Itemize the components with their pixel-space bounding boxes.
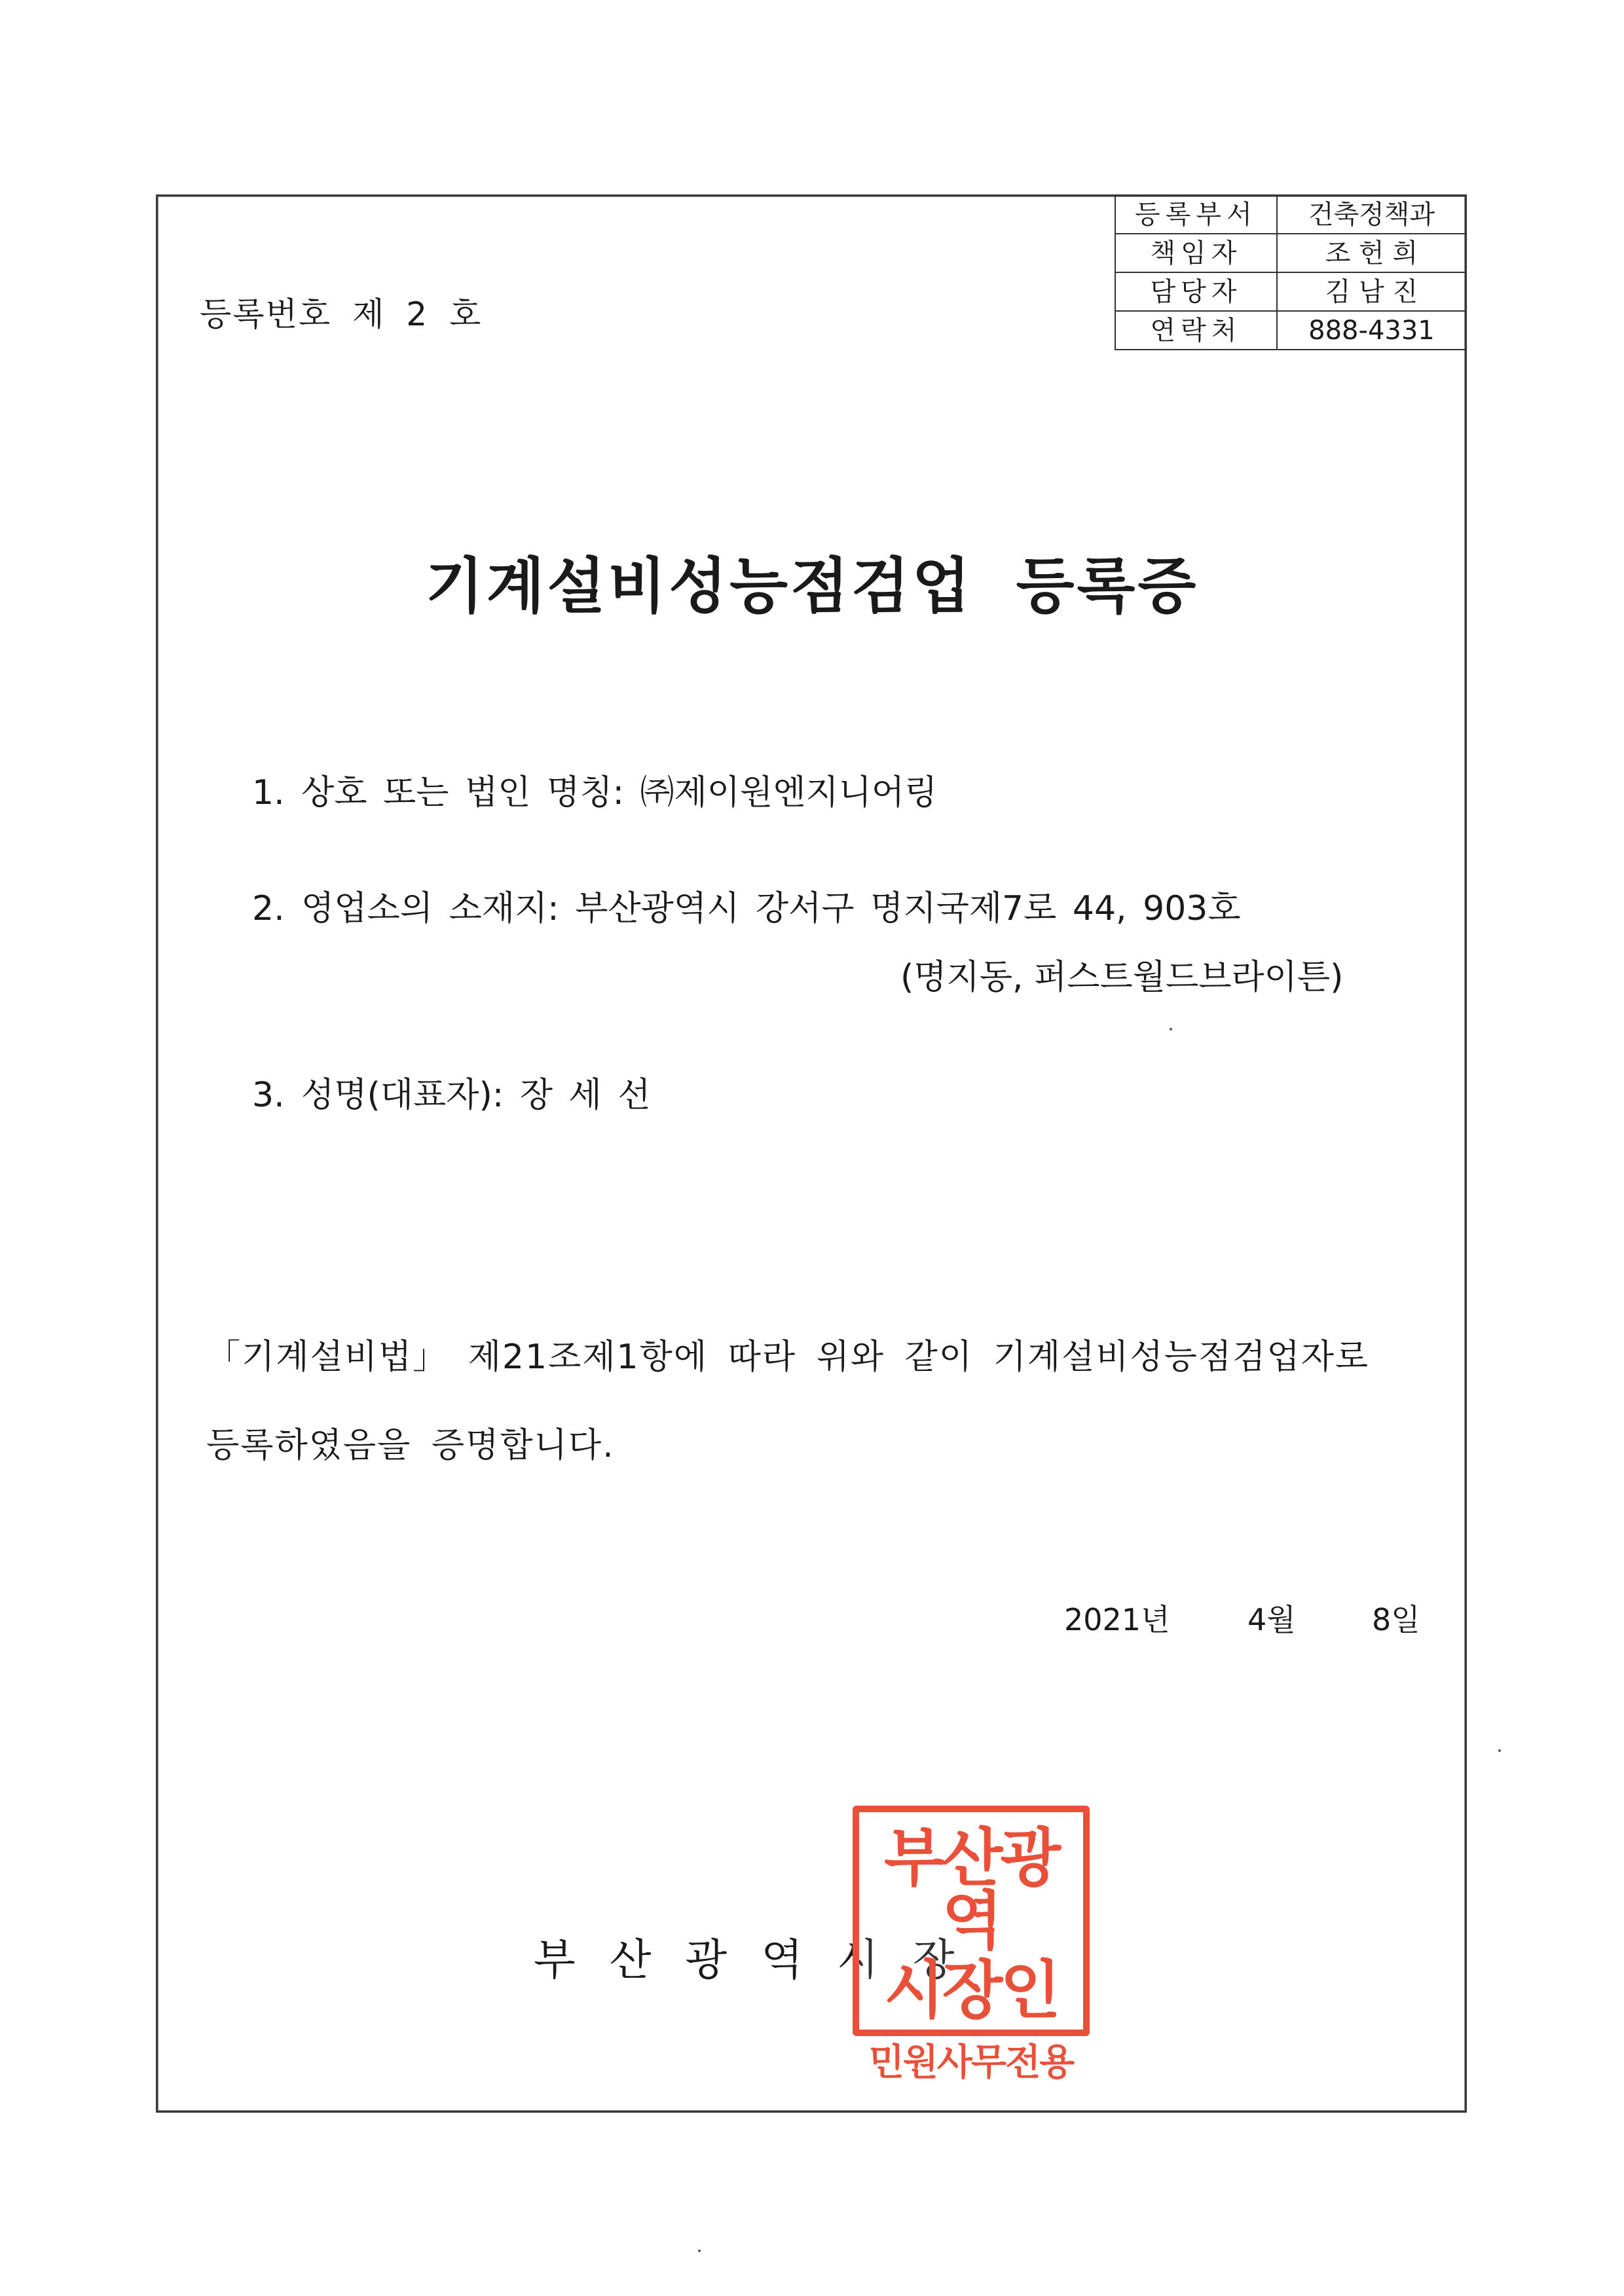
- statement-line-2: 등록하였음을 증명합니다.: [206, 1426, 615, 1465]
- registration-number: 등록번호 제 2 호: [200, 295, 483, 333]
- table-row: [1115, 234, 1466, 272]
- address-continuation: (명지동, 퍼스트월드브라이튼): [900, 958, 1344, 997]
- item-number: 3.: [252, 1076, 285, 1115]
- office-dept-value: 건축정책과: [1277, 195, 1466, 234]
- seal-line-1: 부산광역: [883, 1821, 1059, 1958]
- item-number: 1.: [252, 773, 285, 812]
- date-day: 8일: [1372, 1602, 1420, 1637]
- table-row: [1115, 272, 1466, 311]
- item-text: 성명(대표자): 장 세 선: [301, 1076, 651, 1115]
- office-manager-label: 책임자: [1115, 234, 1277, 272]
- official-seal: [853, 1806, 1090, 2084]
- seal-line-2: 시장인: [883, 1954, 1059, 2027]
- office-manager-value: 조 헌 희: [1277, 234, 1466, 272]
- certificate-title: 기계설비성능점검업 등록증: [425, 551, 1199, 621]
- item-text: 상호 또는 법인 명칭: ㈜제이원엔지니어링: [301, 773, 938, 812]
- certificate-border: [156, 194, 1467, 2113]
- date-month: 4월: [1247, 1602, 1296, 1637]
- scan-speck: [698, 2250, 701, 2252]
- table-row: [1115, 195, 1466, 234]
- office-contact-value: 888-4331: [1277, 311, 1466, 350]
- office-contact-label: 연락처: [1115, 311, 1277, 350]
- statement-line-1: 「기계설비법」 제21조제1항에 따라 위와 같이 기계설비성능점검업자로: [206, 1338, 1370, 1377]
- table-row: [1115, 311, 1466, 350]
- seal-line-3: 민원사무전용: [868, 2041, 1074, 2084]
- item-company-name: [252, 765, 937, 814]
- office-staff-value: 김 남 진: [1277, 272, 1466, 311]
- office-staff-label: 담당자: [1115, 272, 1277, 311]
- item-business-address: [252, 881, 1241, 930]
- scan-speck: [1170, 1028, 1172, 1030]
- office-contact-table: [1115, 194, 1467, 350]
- office-dept-label: 등록부서: [1115, 195, 1277, 234]
- item-text: 영업소의 소재지: 부산광역시 강서구 명지국제7로 44, 903호: [301, 889, 1241, 928]
- item-number: 2.: [252, 889, 285, 928]
- item-representative: [252, 1067, 651, 1116]
- scan-speck: [1498, 1749, 1501, 1752]
- issuer-name: 부산광역시장: [534, 1935, 989, 1985]
- date-year: 2021년: [1064, 1602, 1170, 1637]
